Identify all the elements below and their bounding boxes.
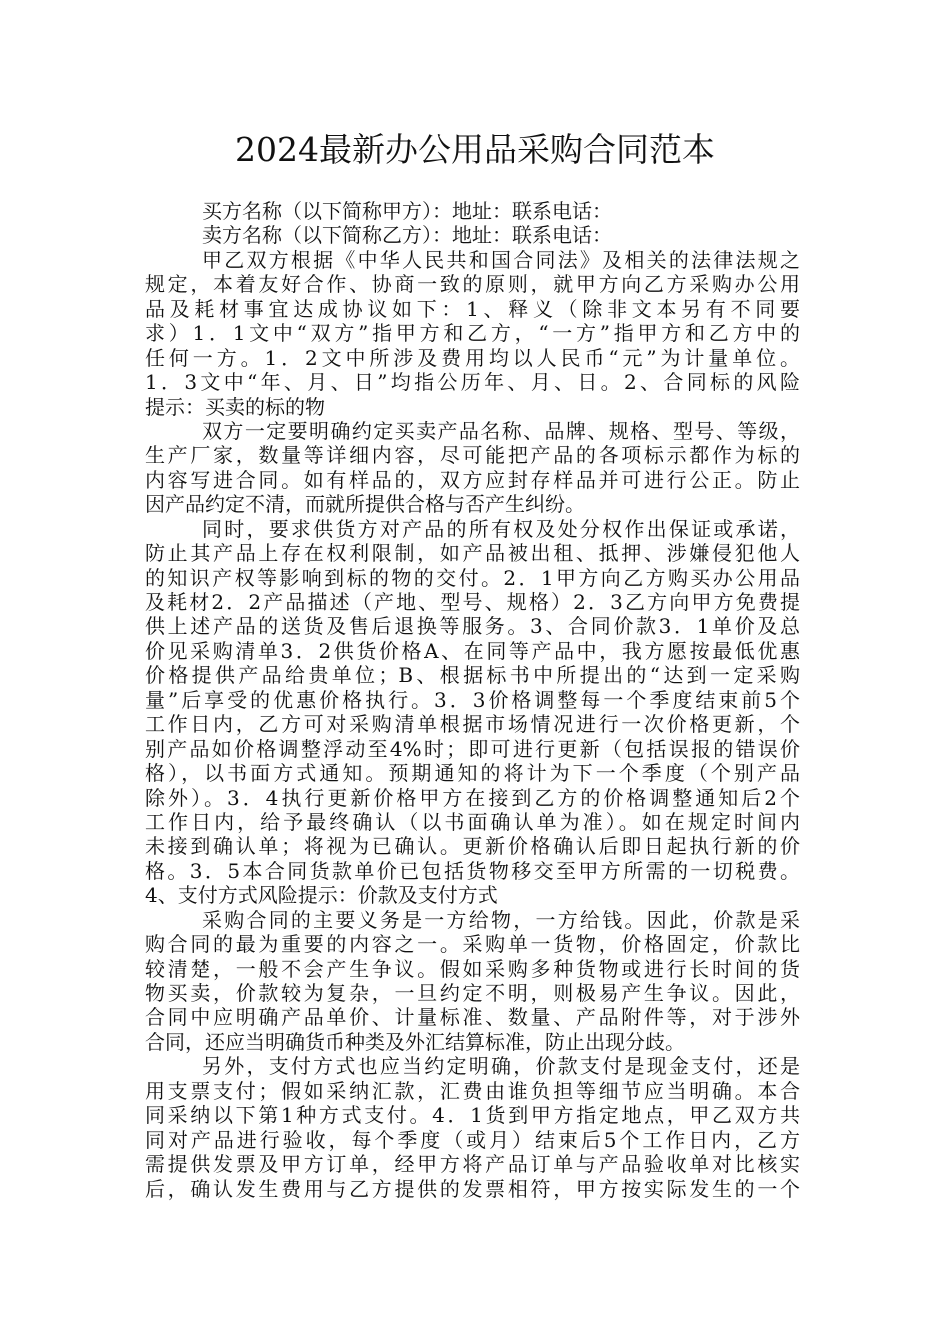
text-line: 别产品如价格调整浮动至4%时；即可进行更新（包括误报的错误价 (145, 736, 800, 761)
text-line: 后，确认发生费用与乙方提供的发票相符，甲方按实际发生的一个 (145, 1176, 800, 1201)
text-line: 量”后享受的优惠价格执行。3．3价格调整每一个季度结束前5个 (145, 687, 800, 712)
text-line: 价格提供产品给贵单位；B、根据标书中所提出的“达到一定采购 (145, 663, 800, 688)
text-line: 较清楚，一般不会产生争议。假如采购多种货物或进行长时间的货 (145, 956, 800, 981)
text-line: 除外）。3．4执行更新价格甲方在接到乙方的价格调整通知后2个 (145, 785, 800, 810)
text-line: 求）1．1文中“双方”指甲方和乙方，“一方”指甲方和乙方中的 (145, 321, 800, 346)
text-line: 内容写进合同。如有样品的，双方应封存样品并可进行公正。防止 (145, 467, 800, 492)
document-title: 2024最新办公用品采购合同范本 (235, 130, 715, 169)
text-line: 同采纳以下第1种方式支付。4．1货到甲方指定地点，甲乙双方共 (145, 1103, 800, 1128)
text-line: 及耗材2．2产品描述（产地、型号、规格）2．3乙方向甲方免费提 (145, 590, 800, 614)
text-line: 规定，本着友好合作、协商一致的原则，就甲方向乙方采购办公用 (145, 272, 800, 297)
text-line: 物买卖，价款较为复杂，一旦约定不明，则极易产生争议。因此， (145, 981, 800, 1005)
text-line: 工作日内，乙方可对采购清单根据市场情况进行一次价格更新，个 (145, 712, 800, 737)
text-line: 需提供发票及甲方订单，经甲方将产品订单与产品验收单对比核实 (145, 1152, 800, 1177)
text-line: 用支票支付；假如采纳汇款，汇费由谁负担等细节应当明确。本合 (145, 1078, 800, 1103)
text-line: 供上述产品的送货及售后退换等服务。3、合同价款3．1单价及总 (145, 614, 800, 639)
text-line: 价见采购清单3．2供货价格A、在同等产品中，我方愿按最低优惠 (145, 638, 800, 663)
text-line: 甲乙双方根据《中华人民共和国合同法》及相关的法律法规之 (202, 247, 800, 272)
text-line: 合同，还应当明确货币种类及外汇结算标准，防止出现分歧。 (145, 1029, 685, 1054)
text-line: 的知识产权等影响到标的物的交付。2．1甲方向乙方购买办公用品 (145, 565, 800, 590)
text-line: 另外，支付方式也应当约定明确，价款支付是现金支付，还是 (202, 1054, 800, 1079)
text-line: 采购合同的主要义务是一方给物，一方给钱。因此，价款是采 (202, 907, 800, 932)
text-line: 任何一方。1．2文中所涉及费用均以人民币“元”为计量单位。 (145, 345, 800, 370)
text-line: 双方一定要明确约定买卖产品名称、品牌、规格、型号、等级， (202, 418, 800, 443)
text-line: 生产厂家，数量等详细内容，尽可能把产品的各项标示都作为标的 (145, 443, 800, 468)
text-line: 卖方名称（以下简称乙方）：地址：联系电话： (202, 223, 612, 248)
text-line: 同对产品进行验收，每个季度（或月）结束后5个工作日内，乙方 (145, 1127, 800, 1152)
text-line: 1．3文中“年、月、日”均指公历年、月、日。2、合同标的风险 (145, 370, 800, 395)
text-line: 提示：买卖的标的物 (145, 394, 325, 419)
text-line: 买方名称（以下简称甲方）：地址：联系电话： (202, 199, 612, 223)
text-line: 4、支付方式风险提示：价款及支付方式 (145, 883, 498, 908)
text-line: 防止其产品上存在权利限制，如产品被出租、抵押、涉嫌侵犯他人 (145, 541, 800, 566)
text-line: 工作日内，给予最终确认（以书面确认单为准）。如在规定时间内 (145, 809, 800, 834)
text-line: 合同中应明确产品单价、计量标准、数量、产品附件等，对于涉外 (145, 1005, 800, 1030)
text-line: 因产品约定不清，而就所提供合格与否产生纠纷。 (145, 492, 585, 517)
text-line: 格），以书面方式通知。预期通知的将计为下一个季度（个别产品 (145, 761, 800, 786)
document-body (145, 199, 825, 1201)
text-line: 品及耗材事宜达成协议如下：1、释义（除非文本另有不同要 (145, 296, 800, 321)
text-line: 购合同的最为重要的内容之一。采购单一货物，价格固定，价款比 (145, 932, 800, 957)
text-line: 同时，要求供货方对产品的所有权及处分权作出保证或承诺， (202, 516, 800, 541)
text-line: 格。3．5本合同货款单价已包括货物移交至甲方所需的一切税费。 (145, 858, 800, 883)
text-line: 未接到确认单；将视为已确认。更新价格确认后即日起执行新的价 (145, 834, 800, 859)
